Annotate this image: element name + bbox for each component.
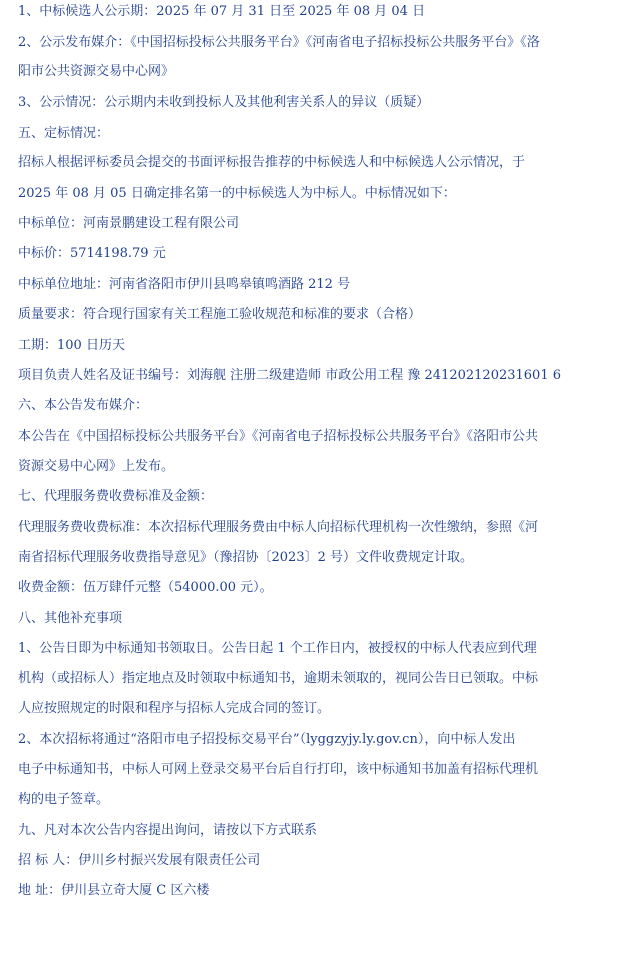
section-heading: 八、其他补充事项 [18,611,123,626]
text-line: 电子中标通知书，中标人可网上登录交易平台后自行打印，该中标通知书加盖有招标代理机 [18,762,539,777]
text-line: 机构（或招标人）指定地点及时领取中标通知书，逾期未领取的，视同公告日已领取。中标 [18,671,539,686]
text-line: 质量要求：符合现行国家有关工程施工验收规范和标准的要求（合格） [18,307,422,322]
section-heading: 七、代理服务费收费标准及金额： [18,489,214,504]
section-heading: 五、定标情况： [18,126,110,141]
text-line: 2025 年 08 月 05 日确定排名第一的中标候选人为中标人。中标情况如下： [18,186,456,201]
section-heading: 六、本公告发布媒介： [18,398,149,413]
text-line: 工期：100 日历天 [18,338,125,353]
text-line: 2、公示发布媒介：《中国招标投标公共服务平台》《河南省电子招标投标公共服务平台》《洛 [18,35,540,50]
text-line: 构的电子签章。 [18,792,110,807]
text-line: 本公告在《中国招标投标公共服务平台》《河南省电子招标投标公共服务平台》《洛阳市公共 [18,429,539,444]
text-line: 南省招标代理服务收费指导意见》（豫招协〔2023〕2 号）文件收费规定计取。 [18,550,473,565]
text-line: 地 址：伊川县立奇大厦 C 区六楼 [18,883,210,898]
text-line: 招标人根据评标委员会提交的书面评标报告推荐的中标候选人和中标候选人公示情况，于 [18,155,526,170]
text-line: 资源交易中心网》上发布。 [18,459,175,474]
text-line: 1、中标候选人公示期：2025 年 07 月 31 日至 2025 年 08 月 04 日 [18,4,426,19]
text-line: 人应按照规定的时限和程序与招标人完成合同的签订。 [18,701,331,716]
text-line: 招 标 人：伊川乡村振兴发展有限责任公司 [18,853,261,868]
text-line: 项目负责人姓名及证书编号：刘海舰 注册二级建造师 市政公用工程 豫 241202120231601 6 [18,368,561,383]
text-line: 1、公告日即为中标通知书领取日。公告日起 1 个工作日内，被授权的中标人代表应到代理 [18,641,537,656]
text-line: 收费金额：伍万肆仟元整（54000.00 元）。 [18,580,273,595]
section-heading: 九、凡对本次公告内容提出询问，请按以下方式联系 [18,823,318,838]
text-line: 代理服务费收费标准：本次招标代理服务费由中标人向招标代理机构一次性缴纳，参照《河 [18,520,539,535]
text-line: 2、本次招标将通过“洛阳市电子招投标交易平台”（lyggzyjy.ly.gov.cn），向中标人发出 [18,732,516,747]
text-line: 中标单位：河南景鹏建设工程有限公司 [18,216,240,231]
text-line: 3、公示情况：公示期内未收到投标人及其他利害关系人的异议（质疑） [18,95,430,110]
text-line: 阳市公共资源交易中心网》 [18,64,175,79]
text-line: 中标价：5714198.79 元 [18,246,166,261]
text-line: 中标单位地址：河南省洛阳市伊川县鸣皋镇鸣酒路 212 号 [18,277,351,292]
